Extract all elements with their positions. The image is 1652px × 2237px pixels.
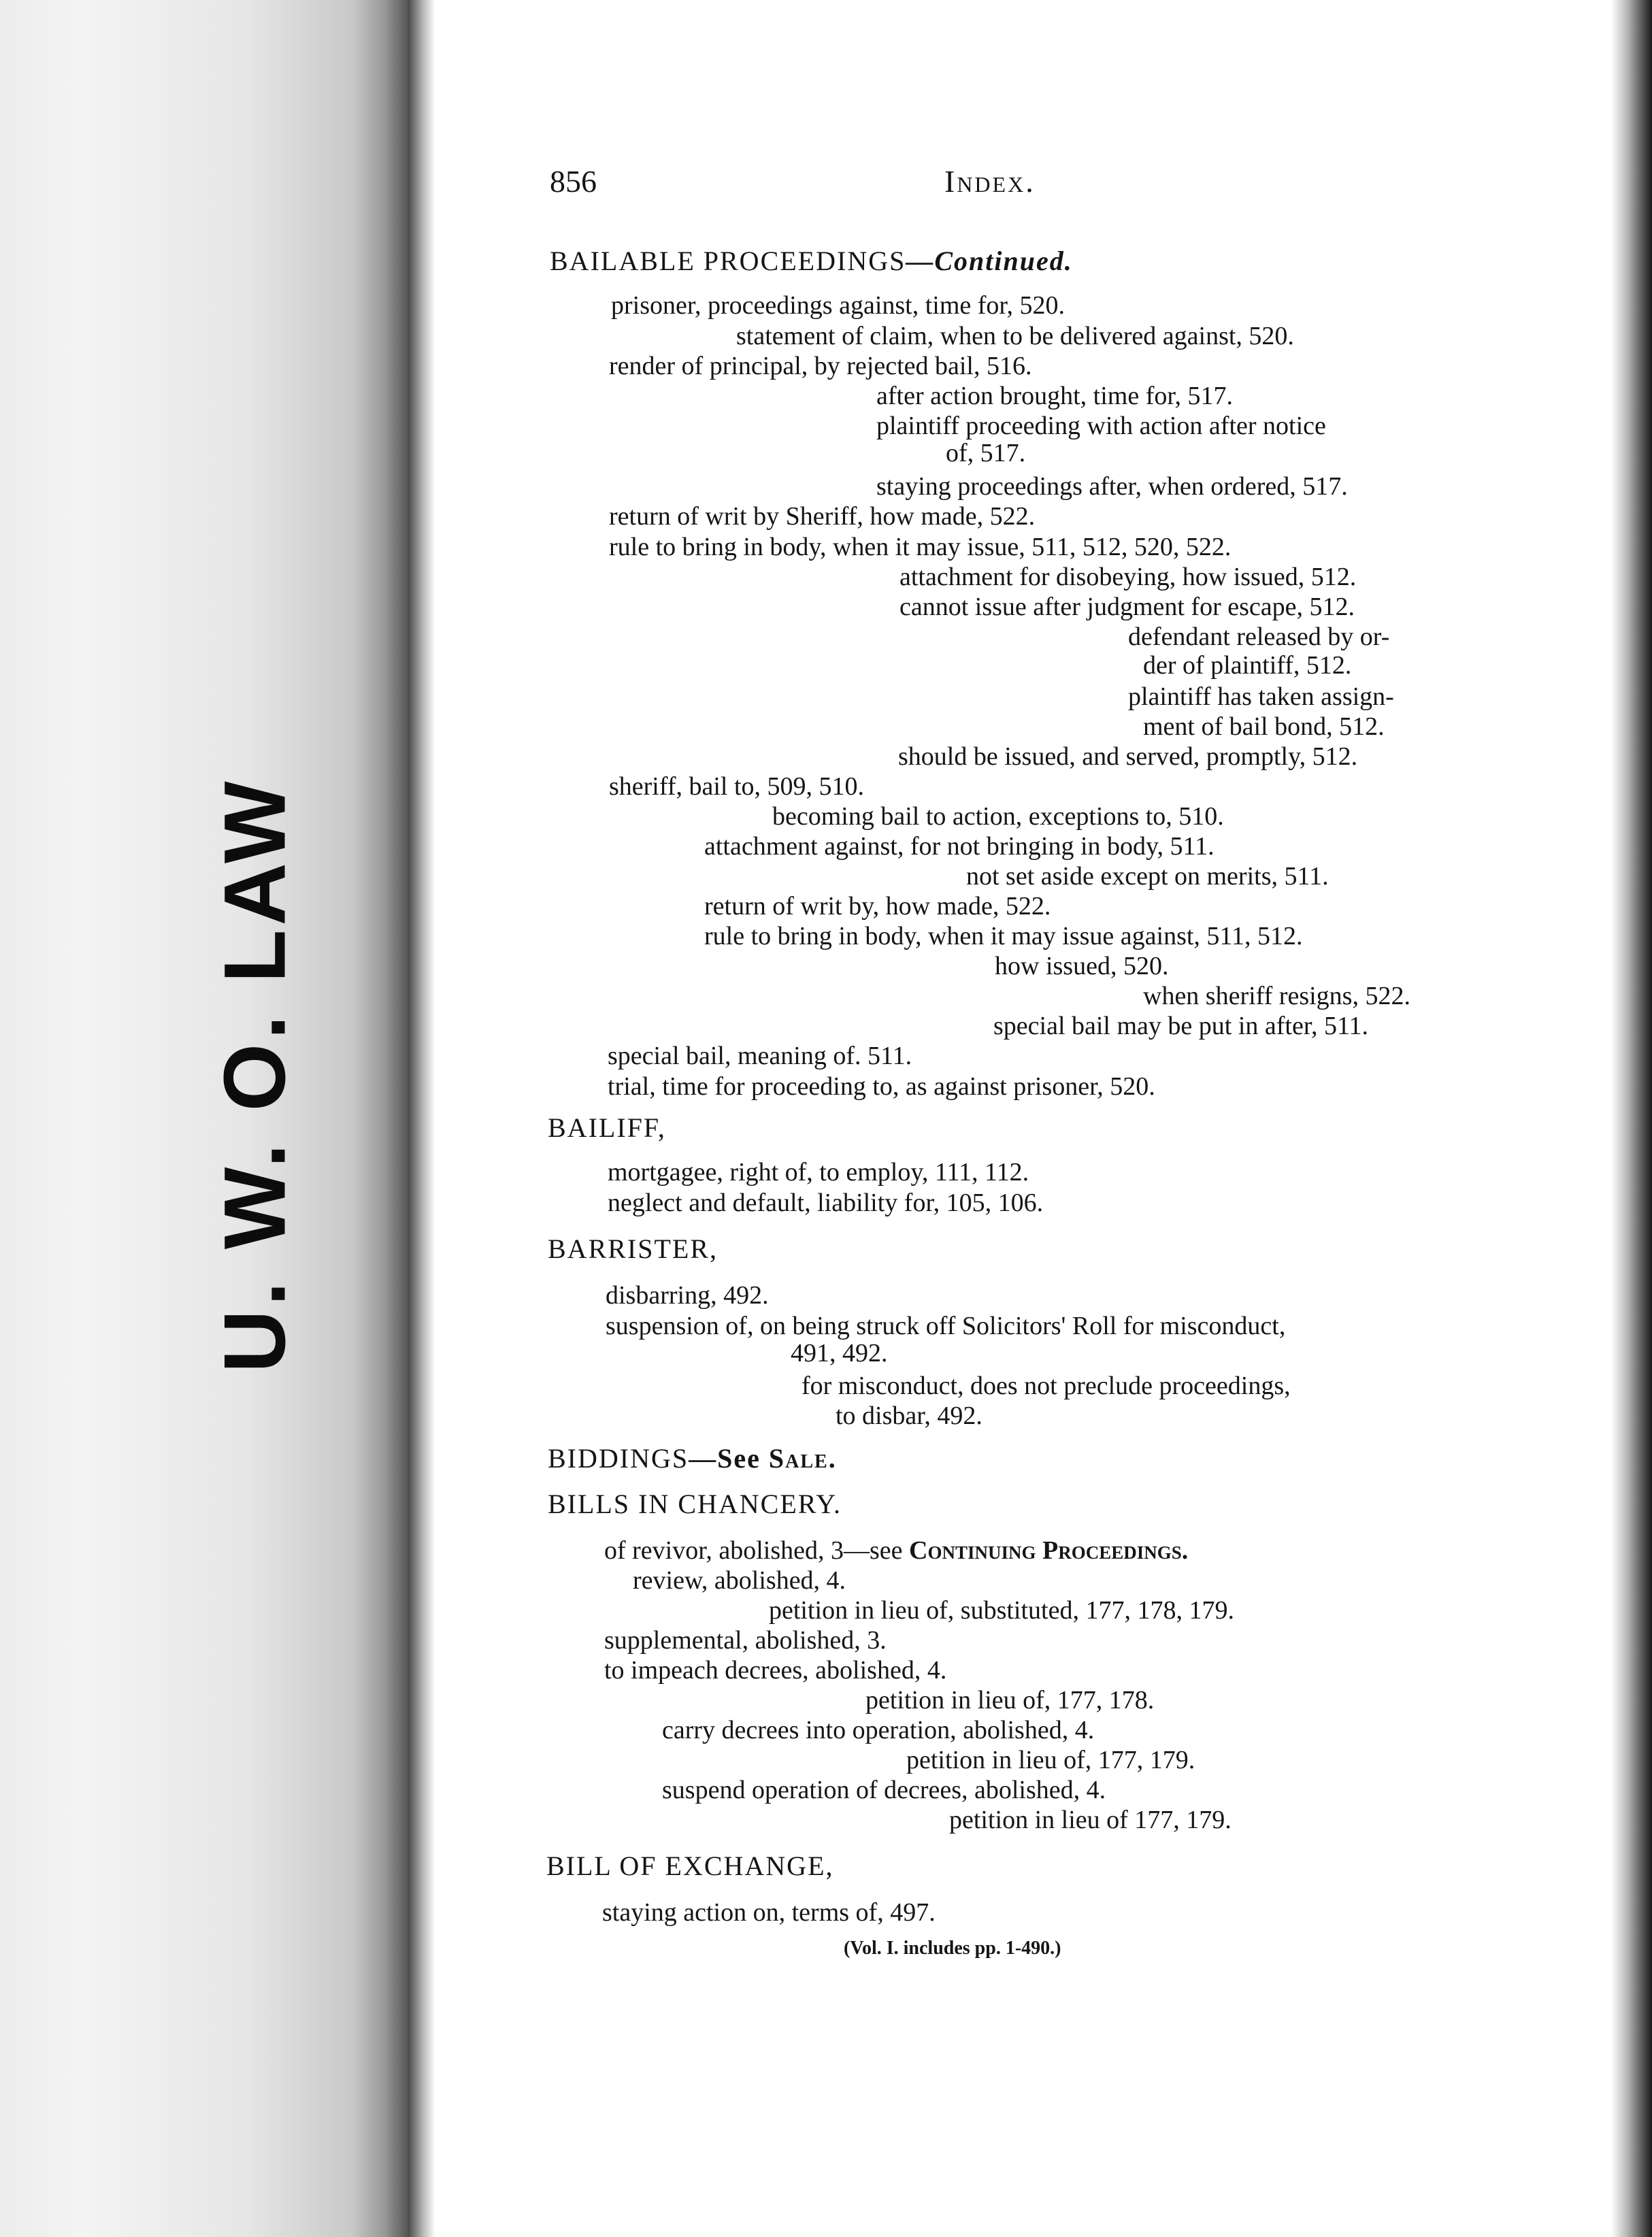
index-line: return of writ by Sheriff, how made, 522. <box>609 502 1036 531</box>
heading-continued: —Continued. <box>906 246 1073 276</box>
index-line: staying action on, terms of, 497. <box>602 1898 936 1927</box>
index-line: plaintiff has taken assign- <box>1128 682 1394 711</box>
index-line: to impeach decrees, abolished, 4. <box>604 1656 947 1685</box>
index-line: of, 517. <box>946 439 1026 467</box>
heading-text: BIDDINGS <box>548 1443 689 1474</box>
index-line <box>604 1536 1188 1565</box>
entry-heading-bills-in-chancery: BILLS IN CHANCERY. <box>548 1489 842 1519</box>
entry-heading-bill-of-exchange: BILL OF EXCHANGE, <box>546 1851 834 1881</box>
index-line: special bail may be put in after, 511. <box>993 1012 1369 1040</box>
spine-stamp-text: U. W. O. LAW <box>206 777 304 1373</box>
index-line: der of plaintiff, 512. <box>1143 651 1352 680</box>
index-line: statement of claim, when to be delivered against, 520. <box>736 322 1294 350</box>
index-line: suspend operation of decrees, abolished, 4. <box>662 1776 1106 1804</box>
index-line: review, abolished, 4. <box>633 1566 846 1595</box>
index-line: prisoner, proceedings against, time for, 520. <box>611 291 1065 320</box>
index-line: for misconduct, does not preclude proceedings, <box>802 1372 1291 1400</box>
page-number: 856 <box>550 164 597 199</box>
index-line: to disbar, 492. <box>836 1402 982 1430</box>
index-line: carry decrees into operation, abolished, 4. <box>662 1716 1095 1744</box>
index-line: not set aside except on merits, 511. <box>966 862 1329 891</box>
index-line: should be issued, and served, promptly, 512. <box>898 742 1358 771</box>
index-line: cannot issue after judgment for escape, 512. <box>899 593 1355 621</box>
index-line: attachment for disobeying, how issued, 512. <box>899 563 1357 591</box>
index-line: neglect and default, liability for, 105, 106. <box>608 1189 1044 1217</box>
cross-reference: Sale. <box>768 1443 837 1474</box>
index-line: after action brought, time for, 517. <box>876 382 1233 410</box>
index-line: return of writ by, how made, 522. <box>704 892 1051 921</box>
index-line: staying proceedings after, when ordered, 517. <box>876 472 1348 501</box>
index-line: petition in lieu of, 177, 178. <box>865 1686 1155 1714</box>
index-line: attachment against, for not bringing in body, 511. <box>704 832 1215 861</box>
index-line: suspension of, on being struck off Solicitors' Roll for misconduct, <box>606 1312 1286 1340</box>
index-line: disbarring, 492. <box>606 1281 769 1310</box>
index-line: petition in lieu of, 177, 179. <box>906 1746 1195 1774</box>
line-text: of revivor, abolished, 3—see <box>604 1536 903 1565</box>
index-line: defendant released by or- <box>1128 623 1390 651</box>
entry-heading-biddings <box>548 1444 837 1474</box>
entry-heading-barrister: BARRISTER, <box>548 1233 718 1264</box>
index-line: 491, 492. <box>791 1339 888 1368</box>
index-line: render of principal, by rejected bail, 516. <box>609 352 1032 380</box>
index-line: plaintiff proceeding with action after notice <box>876 412 1326 440</box>
entry-heading-bailiff: BAILIFF, <box>548 1112 666 1143</box>
index-line: ment of bail bond, 512. <box>1143 712 1385 741</box>
index-line: when sheriff resigns, 522. <box>1143 982 1410 1010</box>
heading-see: —See <box>689 1443 761 1474</box>
index-line: rule to bring in body, when it may issue against, 511, 512. <box>704 922 1303 950</box>
index-line: trial, time for proceeding to, as against prisoner, 520. <box>608 1072 1155 1101</box>
cross-reference: Continuing Proceedings. <box>909 1536 1189 1565</box>
index-line: sheriff, bail to, 509, 510. <box>609 772 865 801</box>
entry-heading-bailable-proceedings <box>550 246 1073 276</box>
index-line: rule to bring in body, when it may issue, 511, 512, 520, 522. <box>609 533 1232 561</box>
index-line: mortgagee, right of, to employ, 111, 112. <box>608 1158 1029 1187</box>
index-line: supplemental, abolished, 3. <box>604 1626 887 1655</box>
running-title: Index. <box>944 164 1036 199</box>
index-line: special bail, meaning of. 511. <box>608 1042 912 1070</box>
index-line: petition in lieu of, substituted, 177, 178, 179. <box>769 1596 1234 1625</box>
volume-note: (Vol. I. includes pp. 1-490.) <box>844 1938 1061 1959</box>
index-line: how issued, 520. <box>995 952 1169 980</box>
heading-text: BAILABLE PROCEEDINGS <box>550 246 906 276</box>
index-line: petition in lieu of 177, 179. <box>949 1806 1232 1834</box>
index-line: becoming bail to action, exceptions to, 510. <box>772 802 1224 831</box>
